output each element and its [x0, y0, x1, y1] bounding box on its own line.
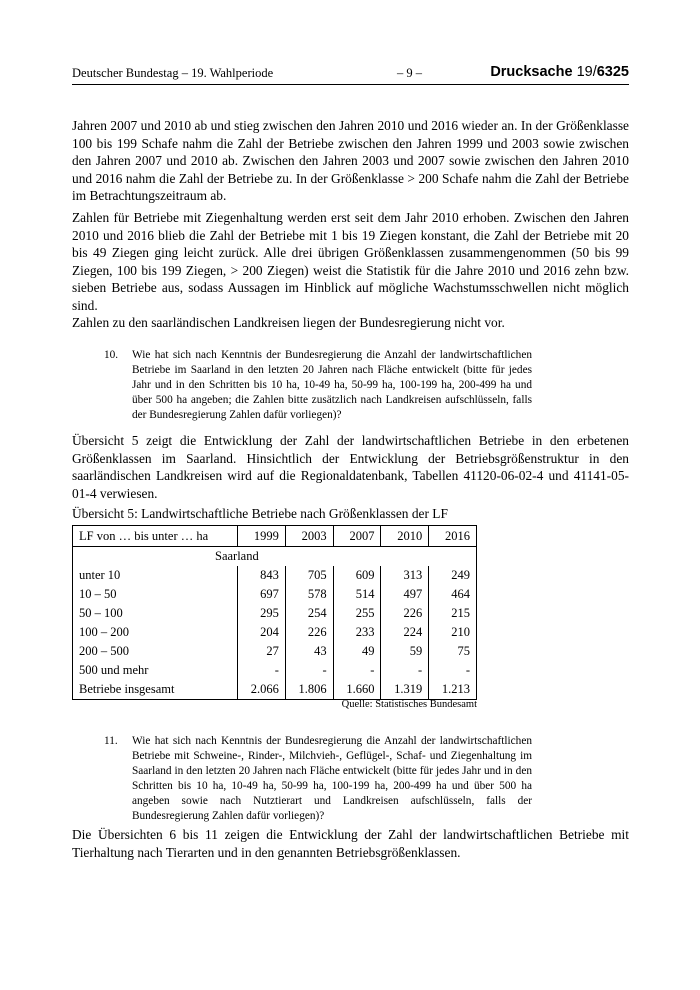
- paragraph-districts: Zahlen zu den saarländischen Landkreisen liegen der Bundesregierung nicht vor.: [72, 315, 505, 330]
- region-label: Saarland: [73, 547, 477, 567]
- question-10-number: 10.: [104, 349, 119, 361]
- table-cell: 43: [285, 642, 333, 661]
- table-cell: 2.066: [238, 680, 286, 700]
- table-cell: 27: [238, 642, 286, 661]
- table-cell: 697: [238, 585, 286, 604]
- table-cell: -: [333, 661, 381, 680]
- paragraph-overview-5: Übersicht 5 zeigt die Entwicklung der Zahl der landwirtschaftlichen Betriebe in den erbetenen Größenklassen im Saarland. Hinsichtlich der Entwicklung der Betriebsgrößenstruktur in den saarländischen Landkreisen wird auf die Regionaldatenbank, Tabellen 41120-06-02-4 und 41141-05-01-4 verwiesen.: [72, 433, 629, 501]
- table-cell: 49: [333, 642, 381, 661]
- table-row: [73, 680, 477, 700]
- table-cell: 226: [381, 604, 429, 623]
- header-rule: [72, 84, 629, 85]
- table-cell: 254: [285, 604, 333, 623]
- header-year: 1999: [238, 526, 286, 547]
- table-cell: 210: [429, 623, 477, 642]
- paragraph-goats: Zahlen für Betriebe mit Ziegenhaltung werden erst seit dem Jahr 2010 erhoben. Zwischen den Jahren 2010 und 2016 blieb die Zahl der Betriebe mit 1 bis 19 Ziegen konstant, die Zahl der Betriebe mit 20 bis 49 Ziegen ging leicht zurück. Alle drei übrigen Größenklassen zusammengenommen (50 bis 99 Ziegen, 100 bis 199 Ziegen, > 200 Ziegen) weist die Statistik für die Jahre 2010 und 2016 zehn bzw. sieben Betriebe aus, sodass Aussagen im Hinblick auf mögliche Wachstumsschwellen nicht möglich sind.: [72, 210, 629, 313]
- table-cell: 705: [285, 566, 333, 585]
- table-cell: 249: [429, 566, 477, 585]
- table-row: [73, 585, 477, 604]
- table-cell: 224: [381, 623, 429, 642]
- farms-by-size-table: [72, 525, 477, 700]
- table-cell: -: [429, 661, 477, 680]
- row-label: 100 – 200: [73, 623, 238, 642]
- row-label: 10 – 50: [73, 585, 238, 604]
- table-cell: -: [238, 661, 286, 680]
- header-year: 2010: [381, 526, 429, 547]
- question-11-text: Wie hat sich nach Kenntnis der Bundesregierung die Anzahl der landwirtschaftlichen Betriebe mit Schweine-, Rinder-, Milchvieh-, Geflügel-, Schaf- und Ziegenhaltung im Saarland in den letzten 20 Jahren nach Fläche entwickelt (bitte für jedes Jahr und in den Schritten bis 10 ha, 10-49 ha, 50-99 ha, 100-199 ha, 200-499 ha und über 500 ha angeben sowie nach Nutztierart und Landkreisen aufschlüsseln, falls der Bundesregierung Zahlen dafür vorliegen)?: [132, 735, 532, 822]
- document-number-prefix: 19/: [576, 64, 597, 80]
- region-row: [73, 547, 477, 567]
- table-cell: 226: [285, 623, 333, 642]
- question-10-text: Wie hat sich nach Kenntnis der Bundesregierung die Anzahl der landwirtschaftlichen Betriebe im Saarland in den letzten 20 Jahren nach Fläche entwickelt (bitte für jedes Jahr und in den Schritten bis 10 ha, 10-49 ha, 50-99 ha, 100-199 ha, 200-499 ha und über 500 ha angeben; die Zahlen bitte zusätzlich nach Landkreisen aufschlüsseln, falls der Bundesregierung Zahlen dafür vorliegen)?: [132, 349, 532, 421]
- table-cell: 204: [238, 623, 286, 642]
- table-cell: 233: [333, 623, 381, 642]
- header-year: 2016: [429, 526, 477, 547]
- table-cell: 59: [381, 642, 429, 661]
- table-cell: 295: [238, 604, 286, 623]
- table-cell: 255: [333, 604, 381, 623]
- table-row: [73, 604, 477, 623]
- row-label: 50 – 100: [73, 604, 238, 623]
- row-label: unter 10: [73, 566, 238, 585]
- header-label: LF von … bis unter … ha: [73, 526, 238, 547]
- table-cell: 843: [238, 566, 286, 585]
- table-cell: 215: [429, 604, 477, 623]
- table-cell: 1.319: [381, 680, 429, 700]
- table-source: Quelle: Statistisches Bundesamt: [341, 699, 477, 710]
- table-row: [73, 642, 477, 661]
- table-row: [73, 623, 477, 642]
- row-label: 200 – 500: [73, 642, 238, 661]
- table-cell: 464: [429, 585, 477, 604]
- table-cell: 313: [381, 566, 429, 585]
- document-number: [490, 64, 629, 80]
- table-header-row: [73, 526, 477, 547]
- table-caption: Übersicht 5: Landwirtschaftliche Betriebe nach Größenklassen der LF: [72, 506, 448, 521]
- table-cell: 1.806: [285, 680, 333, 700]
- table-cell: 514: [333, 585, 381, 604]
- table-cell: -: [285, 661, 333, 680]
- document-label: Drucksache: [490, 64, 573, 80]
- table-cell: 1.660: [333, 680, 381, 700]
- row-label: 500 und mehr: [73, 661, 238, 680]
- page-header: [72, 64, 629, 86]
- table-cell: 578: [285, 585, 333, 604]
- table-cell: -: [381, 661, 429, 680]
- header-publication: Deutscher Bundestag – 19. Wahlperiode: [72, 66, 274, 80]
- page-number: – 9 –: [397, 66, 422, 80]
- table-cell: 497: [381, 585, 429, 604]
- document-number-suffix: 6325: [596, 64, 629, 80]
- paragraph-overviews-6-11: Die Übersichten 6 bis 11 zeigen die Entwicklung der Zahl der landwirtschaftlichen Betriebe mit Tierhaltung nach Tierarten und in den genannten Betriebsgrößenklassen.: [72, 827, 629, 860]
- header-year: 2003: [285, 526, 333, 547]
- table-cell: 75: [429, 642, 477, 661]
- question-11-number: 11.: [104, 735, 118, 747]
- header-year: 2007: [333, 526, 381, 547]
- table-cell: 609: [333, 566, 381, 585]
- paragraph-sheep: Jahren 2007 und 2010 ab und stieg zwischen den Jahren 2010 und 2016 wieder an. In der Größenklasse 100 bis 199 Schafe nahm die Zahl der Betriebe zwischen den Jahren 1999 und 2003 sowie zwischen den Jahren 2007 und 2010 ab. Zwischen den Jahren 2003 und 2007 sowie zwischen den Jahren 2010 und 2016 nahm die Zahl der Betriebe zu. In der Größenklasse > 200 Schafe nahm die Zahl der Betriebe im Betrachtungszeitraum ab.: [72, 118, 629, 204]
- table-row: [73, 661, 477, 680]
- table-row: [73, 566, 477, 585]
- row-label: Betriebe insgesamt: [73, 680, 238, 700]
- table-cell: 1.213: [429, 680, 477, 700]
